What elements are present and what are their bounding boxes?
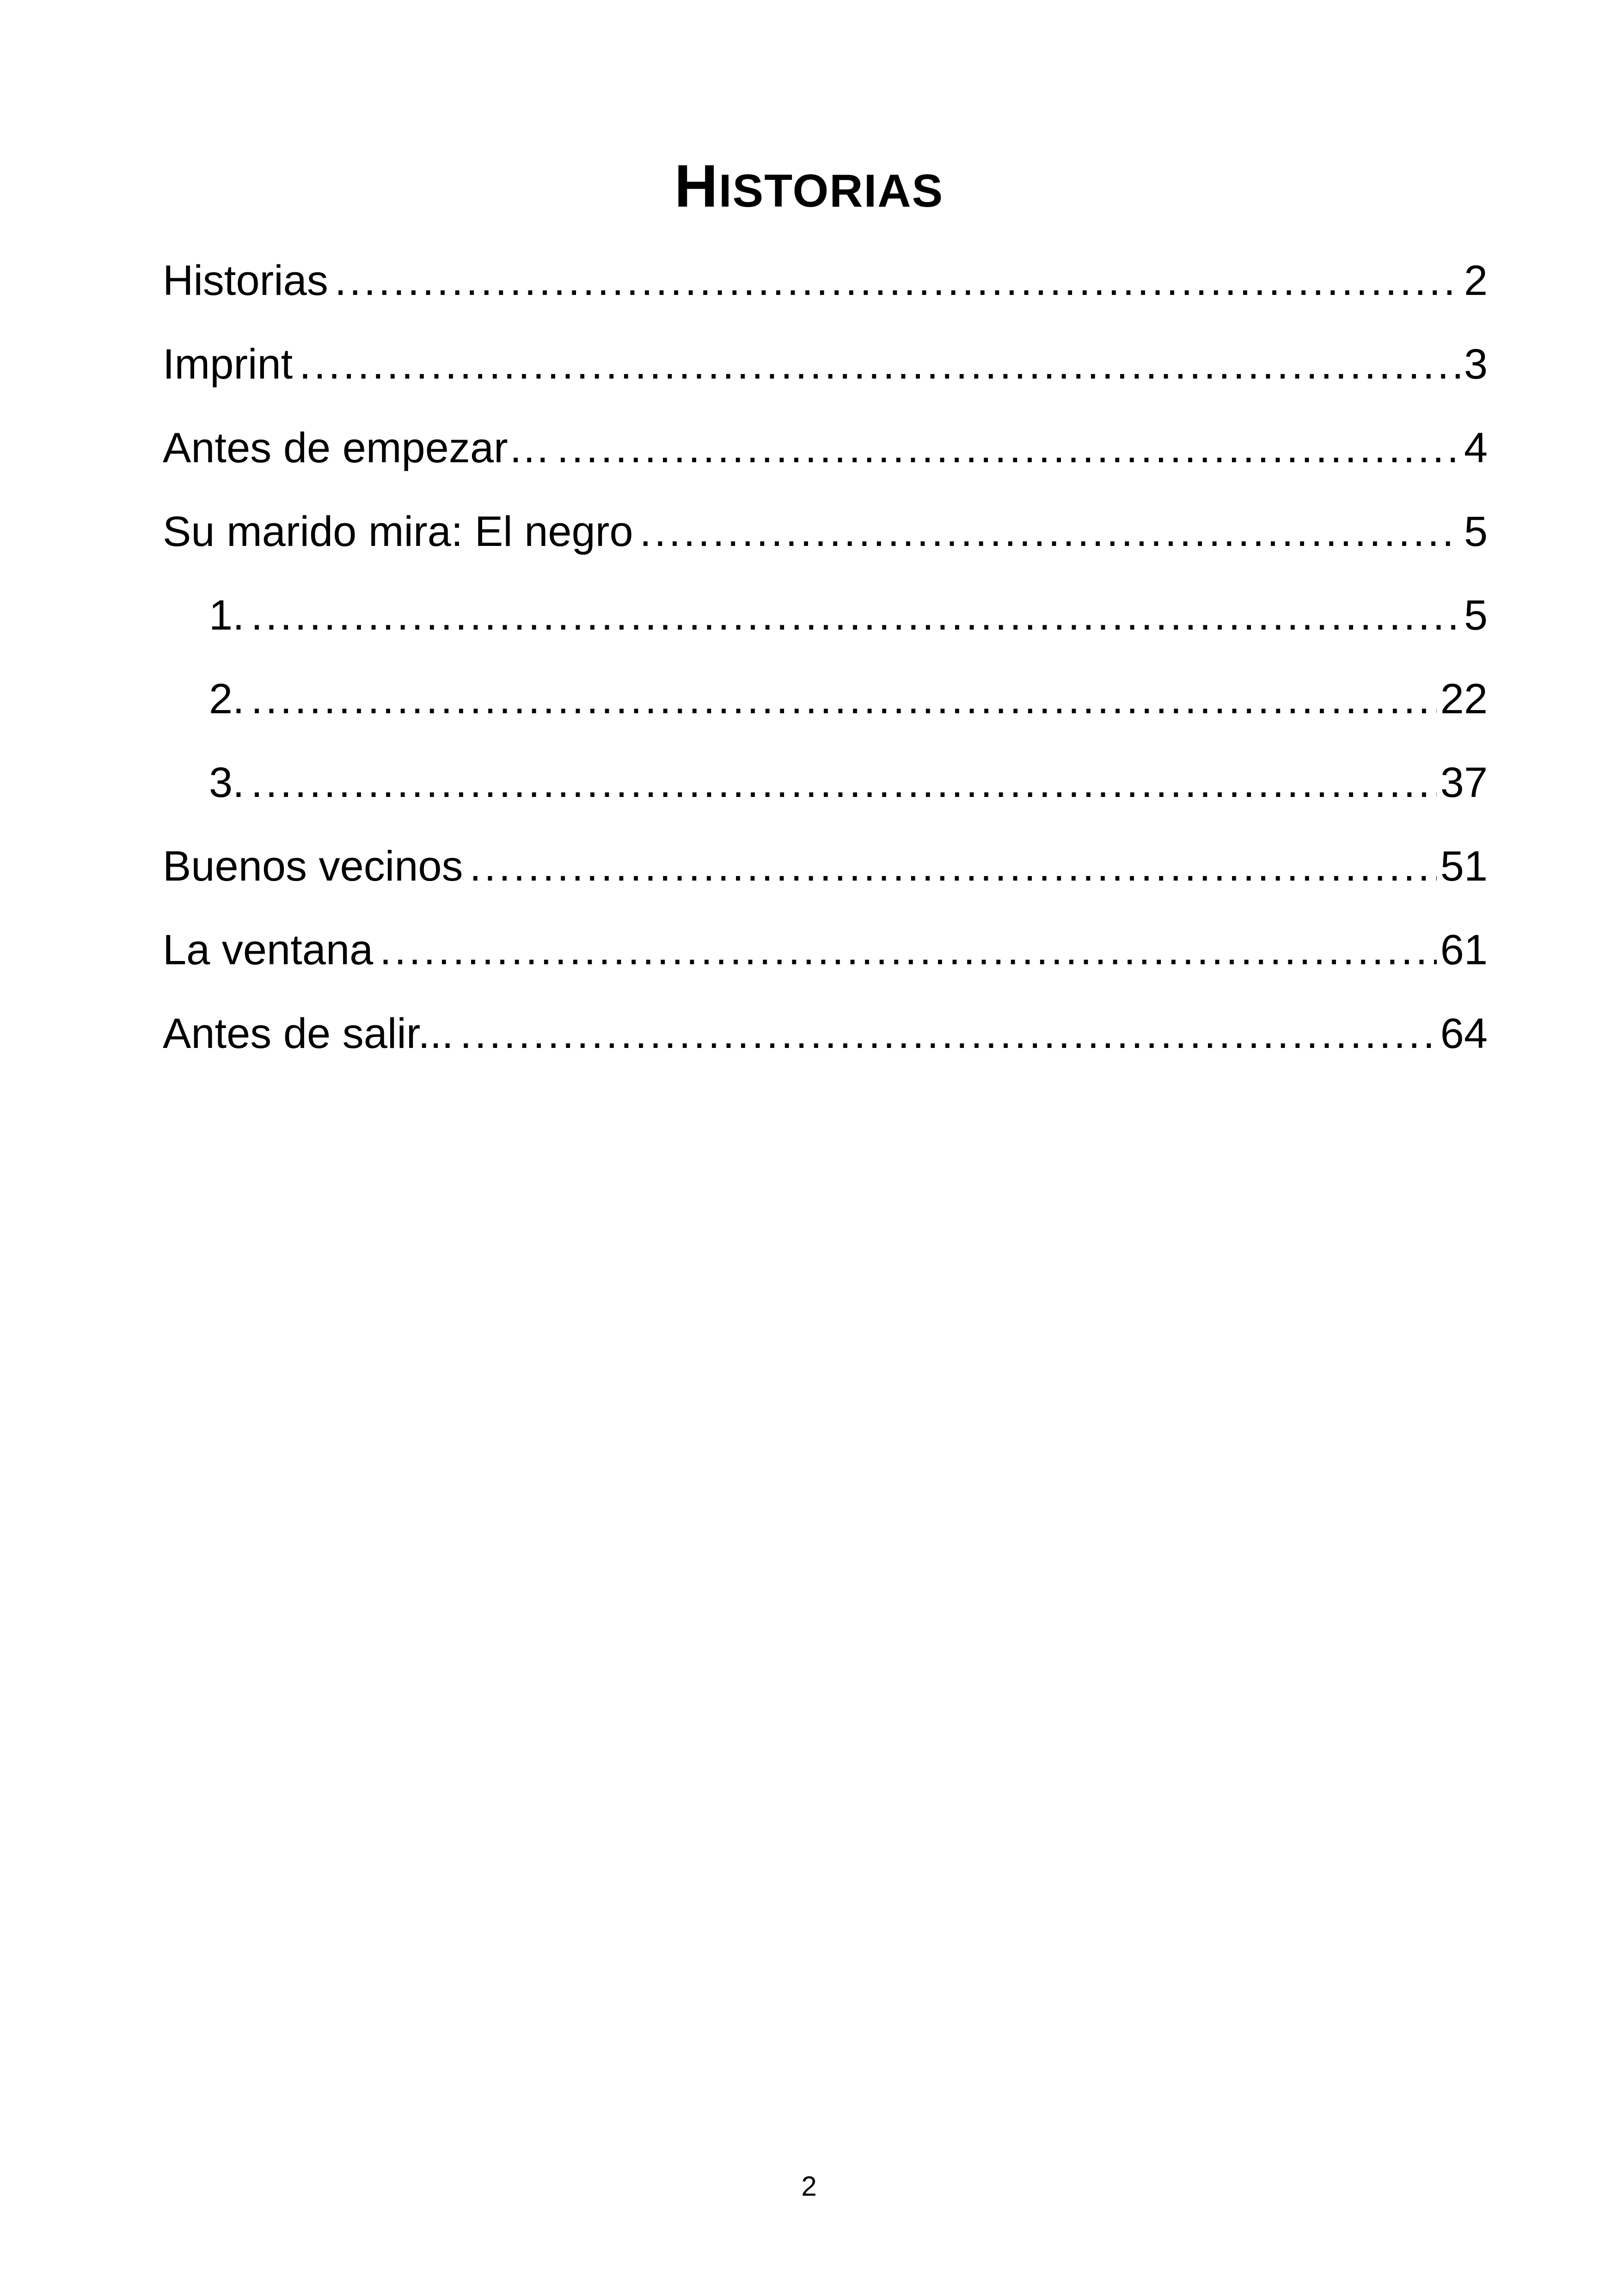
toc-dot-leader: [640, 502, 1460, 562]
toc-entry-label: 3.: [209, 759, 245, 806]
toc-entry-label: La ventana: [163, 926, 374, 974]
page-number: 2: [801, 2171, 817, 2202]
toc-entry-label: Buenos vecinos: [163, 843, 463, 890]
toc-entry-chapter-1[interactable]: [163, 585, 1488, 669]
toc-entry-chapter-2[interactable]: [163, 669, 1488, 753]
toc-entry-label: Antes de empezar…: [163, 424, 551, 471]
toc-entry-antes-de-salir[interactable]: [163, 1004, 1488, 1087]
toc-entry-chapter-3[interactable]: [163, 753, 1488, 836]
table-of-contents: [163, 251, 1488, 1087]
toc-entry-page: 37: [1440, 759, 1488, 806]
toc-entry-historias[interactable]: [163, 251, 1488, 334]
toc-entry-label: Su marido mira: El negro: [163, 508, 633, 555]
toc-entry-label: 1.: [209, 592, 245, 639]
toc-dot-leader: [299, 334, 1460, 394]
toc-entry-su-marido-mira[interactable]: [163, 502, 1488, 585]
toc-entry-imprint[interactable]: [163, 334, 1488, 418]
toc-entry-label: Historias: [163, 257, 328, 304]
toc-entry-la-ventana[interactable]: [163, 920, 1488, 1004]
toc-entry-page: 5: [1464, 508, 1488, 555]
toc-dot-leader: [380, 920, 1436, 980]
toc-entry-buenos-vecinos[interactable]: [163, 836, 1488, 920]
toc-entry-page: 51: [1440, 843, 1488, 890]
toc-entry-page: 4: [1464, 424, 1488, 471]
toc-dot-leader: [335, 251, 1460, 311]
toc-dot-leader: [251, 753, 1437, 813]
toc-entry-page: 61: [1440, 926, 1488, 974]
toc-dot-leader: [251, 669, 1437, 729]
toc-dot-leader: [470, 836, 1437, 896]
title-rest: ISTORIAS: [718, 165, 944, 217]
toc-entry-page: 3: [1464, 341, 1488, 388]
toc-entry-page: 64: [1440, 1010, 1488, 1057]
title-initial: H: [674, 152, 719, 220]
toc-dot-leader: [251, 585, 1460, 645]
toc-entry-page: 22: [1440, 675, 1488, 722]
page-title: [0, 153, 1618, 223]
toc-entry-label: Antes de salir...: [163, 1010, 454, 1057]
toc-entry-antes-de-empezar[interactable]: [163, 418, 1488, 502]
toc-entry-page: 2: [1464, 257, 1488, 304]
toc-entry-label: Imprint: [163, 341, 293, 388]
toc-entry-label: 2.: [209, 675, 245, 722]
toc-dot-leader: [557, 418, 1460, 478]
toc-entry-page: 5: [1464, 592, 1488, 639]
toc-dot-leader: [460, 1004, 1437, 1064]
